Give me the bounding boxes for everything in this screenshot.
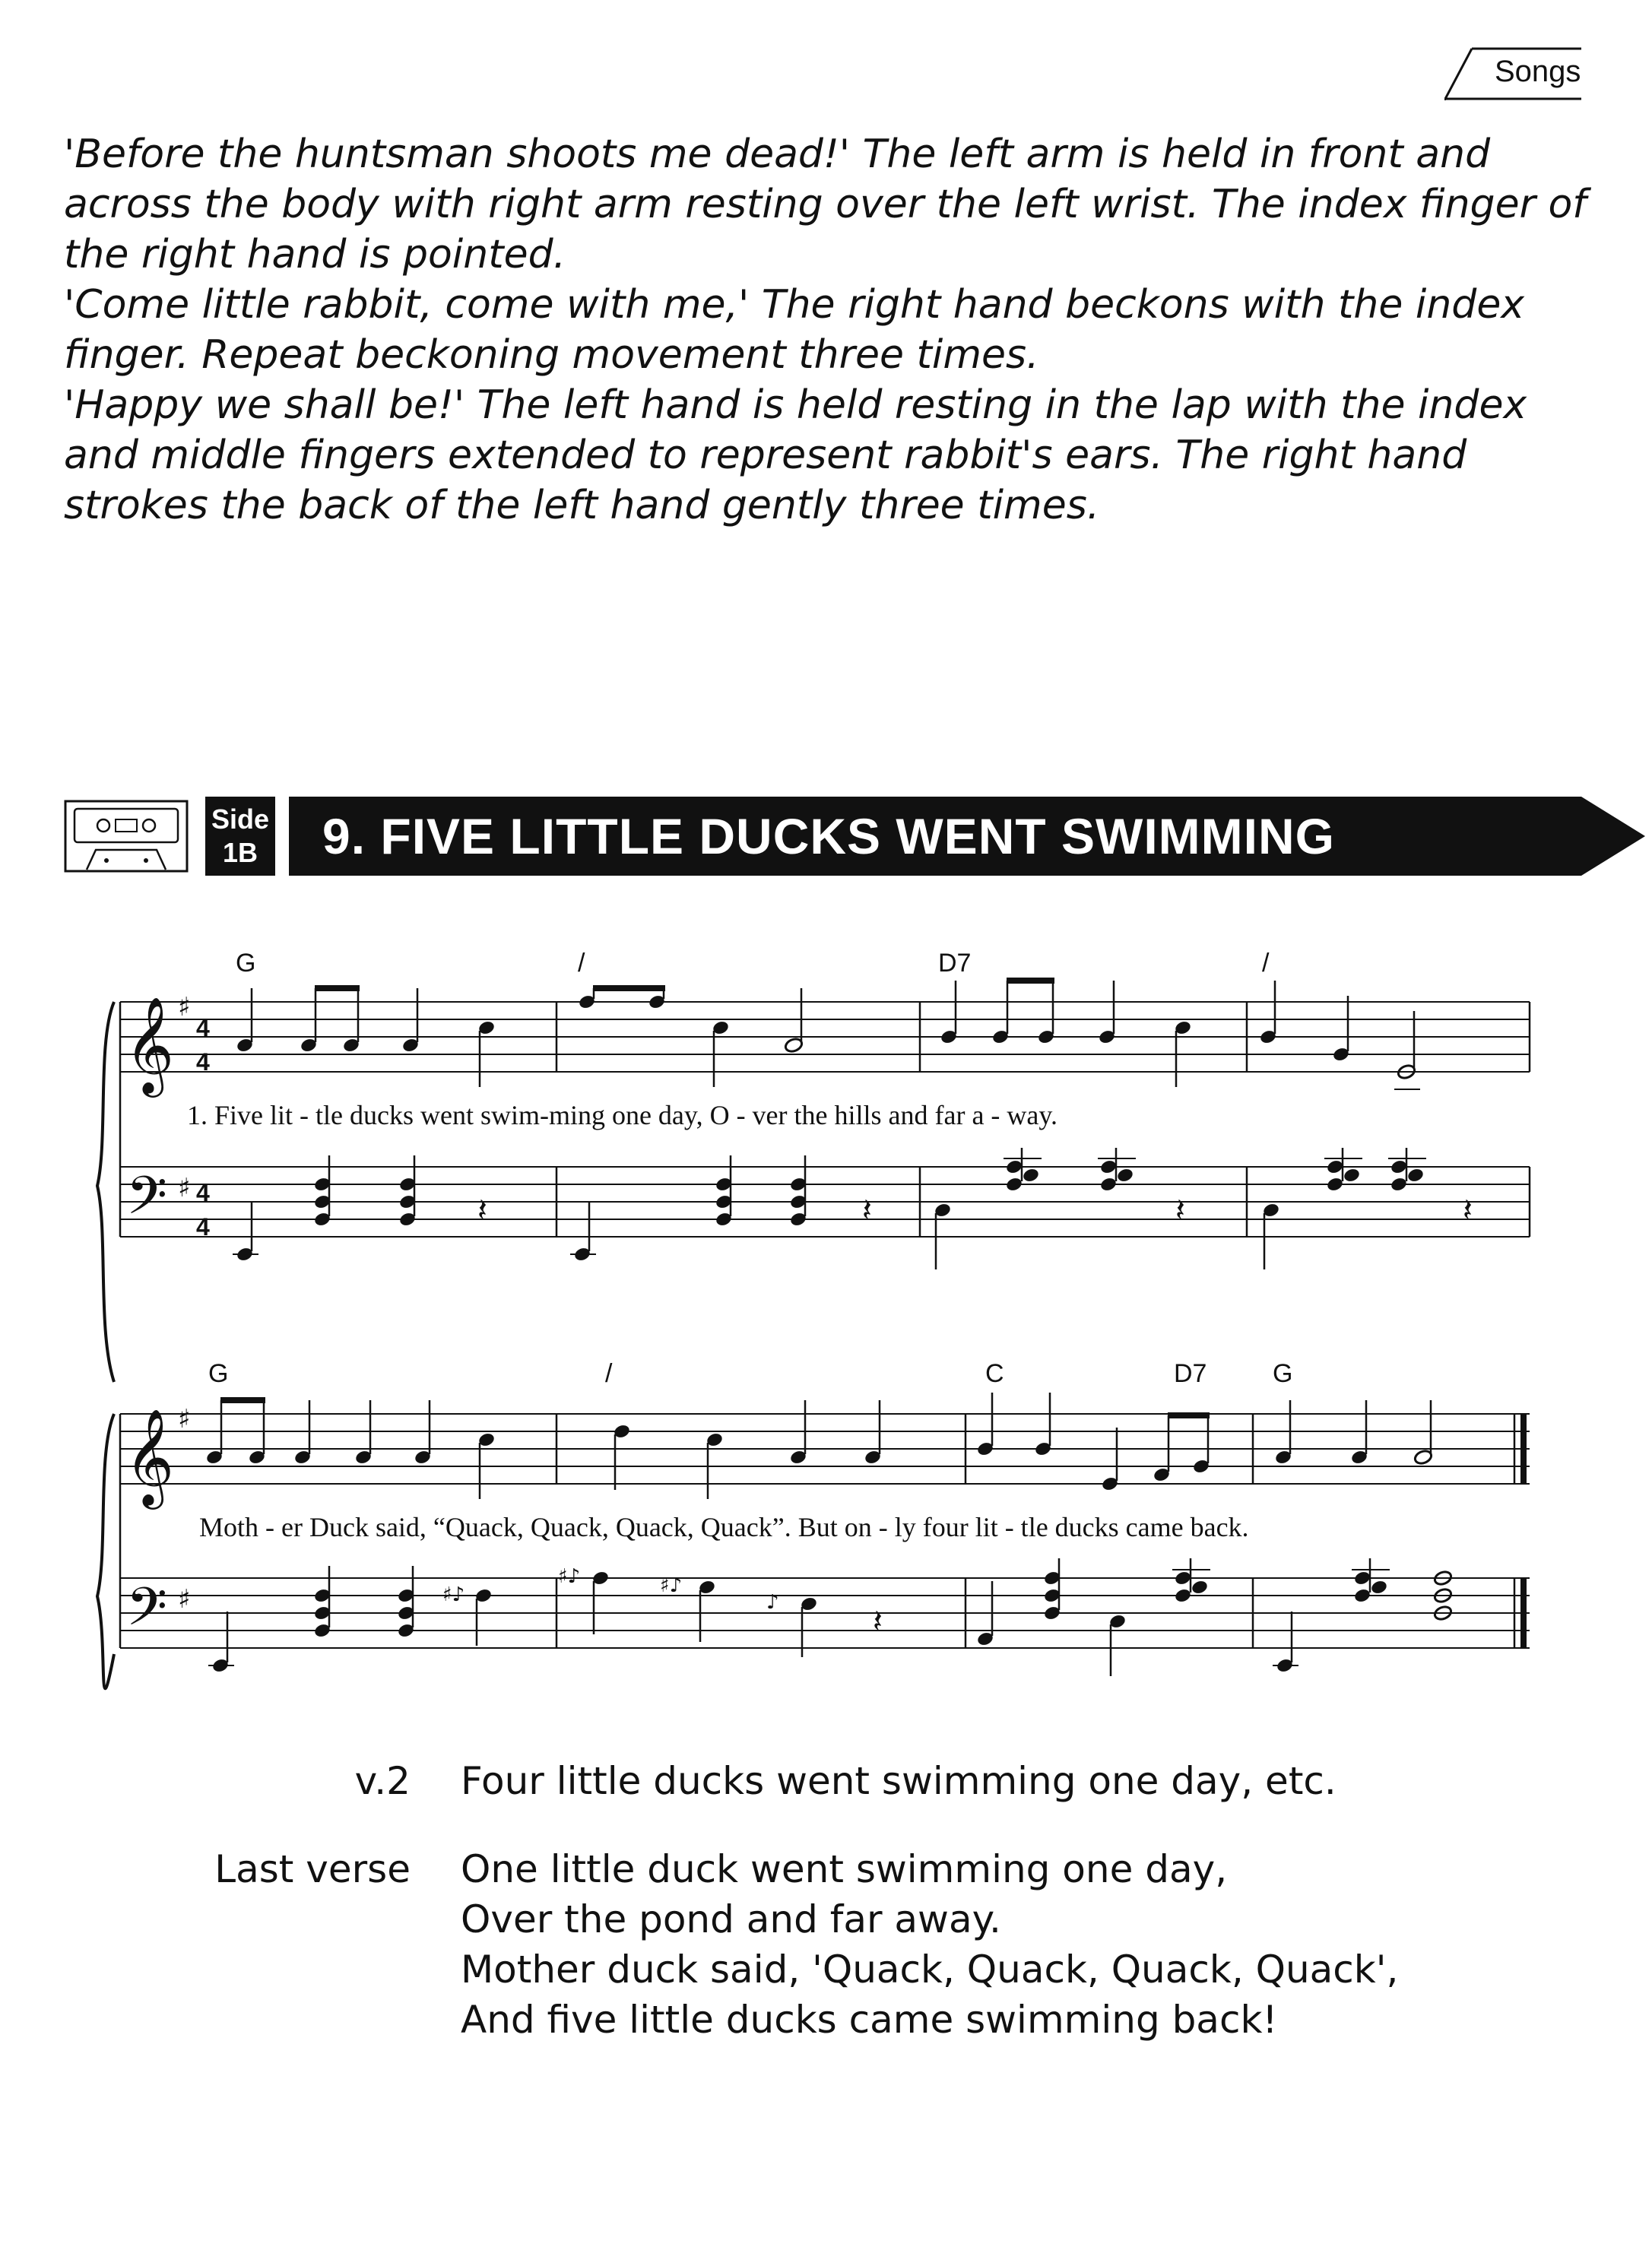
- verse-label: Last verse: [214, 1847, 411, 1891]
- svg-text:♯: ♯: [178, 1404, 191, 1434]
- section-tab-label: Songs: [1495, 55, 1581, 88]
- verse-label: v.2: [354, 1759, 411, 1803]
- svg-text:4: 4: [196, 1213, 210, 1241]
- svg-text:𝄽: 𝄽: [1175, 1191, 1185, 1228]
- instruction-paragraph: 'Happy we shall be!' The left hand is held resting in the lap with the index and middle fingers extended to represent rabbit's ears. The right hand strokes the back of the left hand gently three times.: [64, 382, 1527, 528]
- svg-text:𝄞: 𝄞: [125, 996, 175, 1093]
- lyrics-line: Moth - er Duck said, “Quack, Quack, Quack, Quack”. But on - ly four lit - tle ducks came back.: [199, 1512, 1249, 1542]
- side-badge-line2: 1B: [222, 837, 258, 868]
- chord-symbol: C: [985, 1359, 1004, 1388]
- side-badge-line1: Side: [211, 803, 270, 835]
- chord-symbol: G: [236, 949, 256, 978]
- svg-text:♪: ♪: [766, 1591, 779, 1614]
- svg-text:𝄽: 𝄽: [862, 1191, 872, 1228]
- svg-text:𝄽: 𝄽: [873, 1602, 883, 1640]
- instruction-paragraph: 'Come little rabbit, come with me,' The right hand beckons with the index finger. Repeat beckoning movement three times.: [64, 282, 1525, 378]
- svg-text:♯: ♯: [178, 1584, 191, 1615]
- chord-symbol: /: [578, 949, 585, 978]
- svg-text:♯: ♯: [178, 992, 191, 1022]
- svg-text:𝄽: 𝄽: [1463, 1191, 1473, 1228]
- chord-symbol: D7: [938, 949, 972, 978]
- chord-symbol: G: [208, 1359, 229, 1388]
- verse-line: Four little ducks went swimming one day, etc.: [461, 1759, 1337, 1803]
- system-1: [97, 978, 1530, 1382]
- svg-text:♯♪: ♯♪: [660, 1574, 683, 1597]
- svg-text:♯♪: ♯♪: [558, 1565, 581, 1588]
- verse-line: And five little ducks came swimming back!: [461, 1998, 1278, 2042]
- svg-text:4: 4: [196, 1048, 210, 1076]
- svg-text:𝄢: 𝄢: [126, 1576, 168, 1650]
- instruction-paragraph: 'Before the huntsman shoots me dead!' The left arm is held in front and across the body with right arm resting over the left wrist. The index finger of the right hand is pointed.: [64, 132, 1587, 277]
- chord-symbol: D7: [1174, 1359, 1207, 1388]
- song-title: 9. FIVE LITTLE DUCKS WENT SWIMMING: [289, 797, 1581, 876]
- svg-text:𝄞: 𝄞: [125, 1408, 175, 1505]
- lyrics-line: 1. Five lit - tle ducks went swim-ming one day, O - ver the hills and far a - way.: [187, 1100, 1058, 1130]
- chord-symbol: /: [605, 1359, 613, 1388]
- verse-line: One little duck went swimming one day,: [461, 1847, 1228, 1891]
- svg-text:𝄽: 𝄽: [477, 1191, 487, 1228]
- verse-line: Over the pond and far away.: [461, 1897, 1001, 1941]
- svg-text:4: 4: [196, 1179, 210, 1206]
- verse-line: Mother duck said, 'Quack, Quack, Quack, Quack',: [461, 1948, 1399, 1992]
- svg-text:♯♪: ♯♪: [442, 1583, 465, 1606]
- svg-text:𝄢: 𝄢: [126, 1165, 168, 1239]
- chord-symbol: /: [1262, 949, 1270, 978]
- svg-text:♯: ♯: [178, 1173, 191, 1203]
- chord-symbol: G: [1273, 1359, 1293, 1388]
- svg-text:4: 4: [196, 1014, 210, 1041]
